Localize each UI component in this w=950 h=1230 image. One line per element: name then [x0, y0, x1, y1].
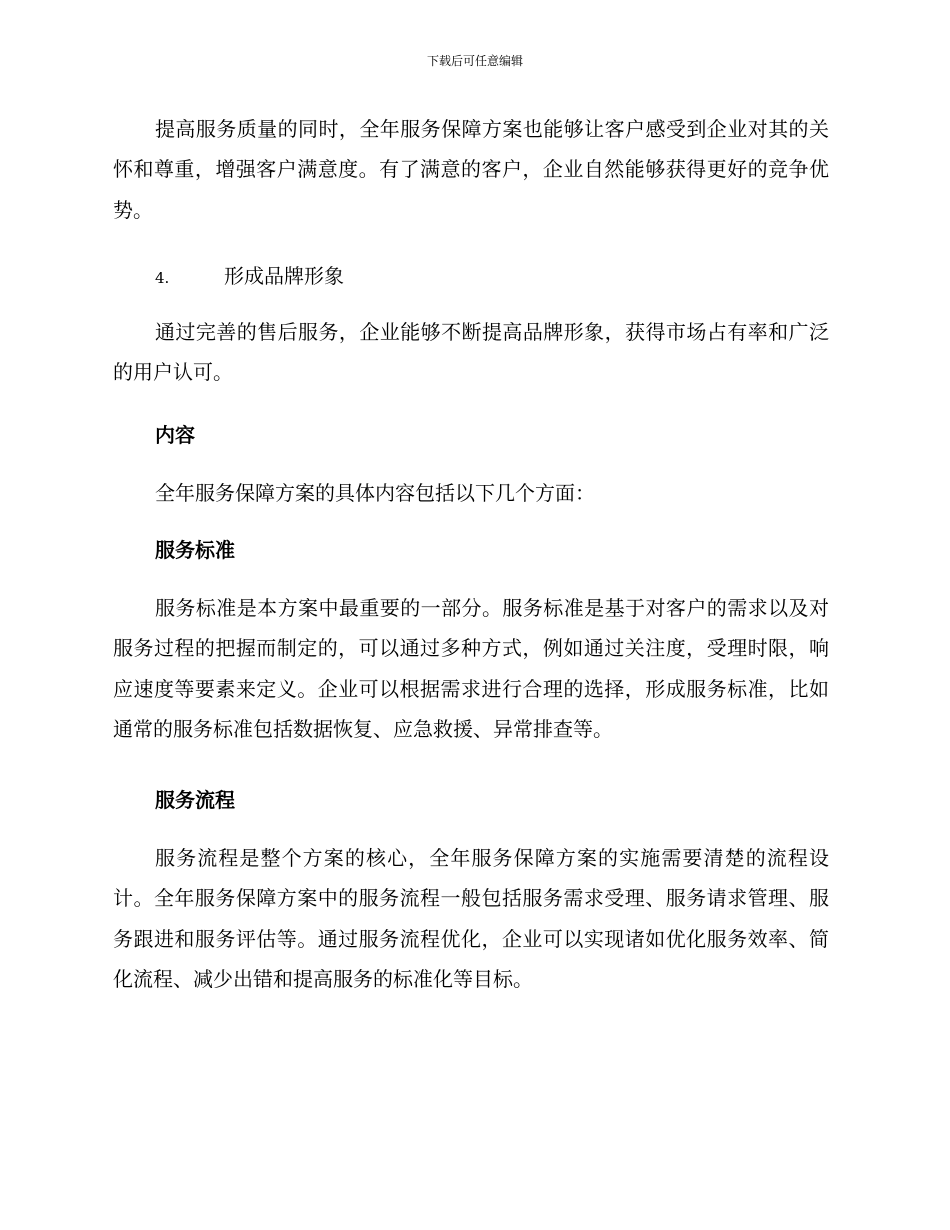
paragraph-content-intro: 全年服务保障方案的具体内容包括以下几个方面： — [155, 481, 595, 505]
paragraph-service-standard: 服务标准是本方案中最重要的一部分。服务标准是基于对客户的需求以及对服务过程的把握而制定的，可以通过多种方式，例如通过关注度，受理时限，响应速度等要素来定义。企业可以根据需求进行合理的选择，形成服务标准，比如通常的服务标准包括数据恢复、应急救援、异常排查等。 — [113, 596, 829, 741]
list-item-text: 形成品牌形象 — [224, 264, 344, 288]
heading-content: 内容 — [155, 423, 195, 447]
paragraph-service-process: 服务流程是整个方案的核心，全年服务保障方案的实施需要清楚的流程设计。全年服务保障方案中的服务流程一般包括服务需求受理、服务请求管理、服务跟进和服务评估等。通过服务流程优化，企业可以实现诸如优化服务效率、简化流程、减少出错和提高服务的标准化等目标。 — [113, 846, 829, 991]
list-item-number: 4. — [155, 269, 170, 287]
heading-service-standard: 服务标准 — [155, 538, 235, 562]
page-header: 下载后可任意编辑 — [426, 54, 523, 68]
paragraph-brand-image: 通过完善的售后服务，企业能够不断提高品牌形象，获得市场占有率和广泛的用户认可。 — [113, 320, 829, 385]
heading-service-process: 服务流程 — [155, 788, 235, 812]
list-item-brand-image — [155, 258, 344, 296]
paragraph-customer-satisfaction: 提高服务质量的同时，全年服务保障方案也能够让客户感受到企业对其的关怀和尊重，增强客户满意度。有了满意的客户，企业自然能够获得更好的竞争优势。 — [113, 117, 829, 222]
